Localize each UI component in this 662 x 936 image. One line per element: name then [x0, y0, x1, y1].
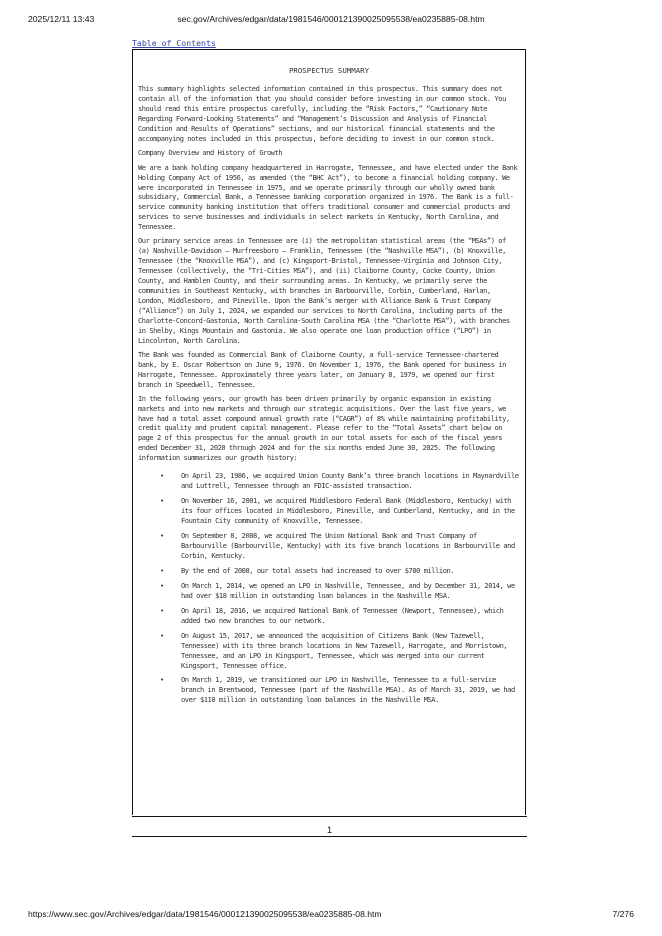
bullet-glyph: •: [160, 531, 164, 541]
page-number-rule: [132, 836, 527, 837]
bullet-glyph: •: [160, 630, 164, 640]
section-heading: Company Overview and History of Growth: [138, 147, 283, 157]
print-page-count: 7/276: [612, 909, 634, 919]
page-number: 1: [326, 825, 332, 835]
paragraph-service-areas: Our primary service areas in Tennessee are (i) the metropolitan statistical areas (the “MSAs”) of (a) Nashville-Davidson — Murfreesboro — Franklin, Tennessee (the “Nashville MSA”), (b) Knoxville, Tennessee (the “Knoxville MSA”), and (c) Kingsport-Bristol, Tennessee-Virginia and Johnson City, Tennessee (collectively, the “Tri-Cities MSA”), and (ii) Claiborne County, Cocke County, Union County, and Hamblen County, and their surrounding areas. In Kentucky, we primarily serve the communities in Southeast Kentucky, with branches in Barbourville, Corbin, Cumberland, Harlan, London, Middlesboro, and Pineville. Upon the Bank’s merger with Alliance Bank & Trust Company (“Alliance”) on July 1, 2024, we expanded our services to North Carolina, including parts of the Charlotte-Concord-Gastonia, North Carolina-South Carolina MSA (the “Charlotte MSA”), with branches in Shelby, Kings Mountain and Gastonia. We also operate one loan production office (“LPO”) in Lincolnton, North Carolina.: [138, 236, 510, 345]
bullet-glyph: •: [160, 496, 164, 506]
list-item: • By the end of 2008, our total assets had increased to over $700 million.: [160, 565, 455, 575]
list-item: • On April 18, 2016, we acquired National Bank of Tennessee (Newport, Tennessee), which added two new branches to our network.: [160, 605, 504, 625]
page-title: PROSPECTUS SUMMARY: [288, 66, 370, 75]
list-item: • On August 15, 2017, we announced the acquisition of Citizens Bank (New Tazewell, Tennessee) with its three branch locations in New Tazewell, Harrogate, and Morristown, Tennessee, and an LPO in Kingsport, Tennessee, which was merged into our current Kingsport, Tennessee office.: [160, 630, 508, 670]
list-item: • On March 1, 2014, we opened an LPO in Nashville, Tennessee, and by December 31, 2014, we had over $18 million in outstanding loan balances in the Nashville MSA.: [160, 580, 515, 600]
print-page-url: sec.gov/Archives/edgar/data/1981546/000121390025095538/ea0235885-08.htm: [177, 14, 485, 24]
browser-print-footer: [28, 909, 634, 923]
bullet-glyph: •: [160, 565, 164, 575]
bullet-glyph: •: [160, 675, 164, 685]
list-item: • On September 8, 2008, we acquired The Union National Bank and Trust Company of Barbourville (Barbourville, Kentucky) with its five branch locations in Barbourville and Corbin, Kentucky.: [160, 531, 515, 560]
print-footer-url: https://www.sec.gov/Archives/edgar/data/1981546/000121390025095538/ea0235885-08.htm: [28, 909, 382, 919]
browser-print-header: [28, 14, 634, 28]
list-item: • On November 16, 2001, we acquired Middlesboro Federal Bank (Middlesboro, Kentucky) with its four offices located in Middlesboro, Pineville, and Cumberland, Kentucky, and in the Fountain City community of Knoxville, Tennessee.: [160, 496, 515, 526]
bullet-glyph: •: [160, 605, 164, 615]
frame-bottom-rule: [132, 816, 527, 817]
paragraph-founding: The Bank was founded as Commercial Bank of Claiborne County, a full-service Tennessee-chartered bank, by E. Oscar Robertson on June 9, 1976. On November 1, 1976, the Bank opened for business in Harrogate, Tennessee. Approximately three years later, on January 8, 1979, we opened our first branch in Speedwell, Tennessee.: [138, 349, 506, 389]
prospectus-summary-frame: [132, 49, 526, 815]
print-timestamp: 2025/12/11 13:43: [28, 14, 95, 24]
bullet-glyph: •: [160, 471, 164, 481]
bullet-glyph: •: [160, 580, 164, 590]
table-of-contents-link[interactable]: Table of Contents: [132, 38, 216, 48]
list-item: • On April 23, 1986, we acquired Union County Bank’s three branch locations in Maynardville and Luttrell, Tennessee through an FDIC-assisted transaction.: [160, 471, 519, 491]
paragraph-overview: We are a bank holding company headquartered in Harrogate, Tennessee, and have elected under the Bank Holding Company Act of 1956, as amended (the “BHC Act”), to become a financial holding company. We were incorporated in Tennessee in 1975, and we operate primarily through our wholly owned bank subsidiary, Commercial Bank, a Tennessee banking corporation organized in 1976. The Bank is a full-service community banking institution that offers traditional consumer and commercial products and services to serve businesses and individuals in select markets in Kentucky, North Carolina, and Tennessee.: [138, 162, 518, 232]
paragraph-growth: In the following years, our growth has been driven primarily by organic expansion in existing markets and into new markets and through our strategic acquisitions. Over the last five years, we have had a total asset compound annual growth rate (“CAGR”) of 8% while maintaining profitability, credit quality and prudent capital management. Please refer to the “Total Assets” chart below on page 2 of this prospectus for the annual growth in our total assets for each of the fiscal years ended December 31, 2020 through 2024 and for the six months ended June 30, 2025. The following information summarizes our growth history:: [138, 393, 510, 463]
growth-history-list: [138, 471, 520, 705]
list-item: • On March 1, 2019, we transitioned our LPO in Nashville, Tennessee to a full-service branch in Brentwood, Tennessee (part of the Nashville MSA). As of March 31, 2019, we had over $110 million in outstanding loan balances in the Nashville MSA.: [160, 675, 515, 705]
intro-paragraph: This summary highlights selected information contained in this prospectus. This summary does not contain all of the information that you should consider before investing in our common stock. You should read this entire prospectus carefully, including the “Risk Factors,” “Cautionary Note Regarding Forward-Looking Statements” and “Management’s Discussion and Analysis of Financial Condition and Results of Operations” sections, and our historical financial statements and the accompanying notes included in this prospectus, before deciding to invest in our common stock.: [138, 83, 506, 143]
